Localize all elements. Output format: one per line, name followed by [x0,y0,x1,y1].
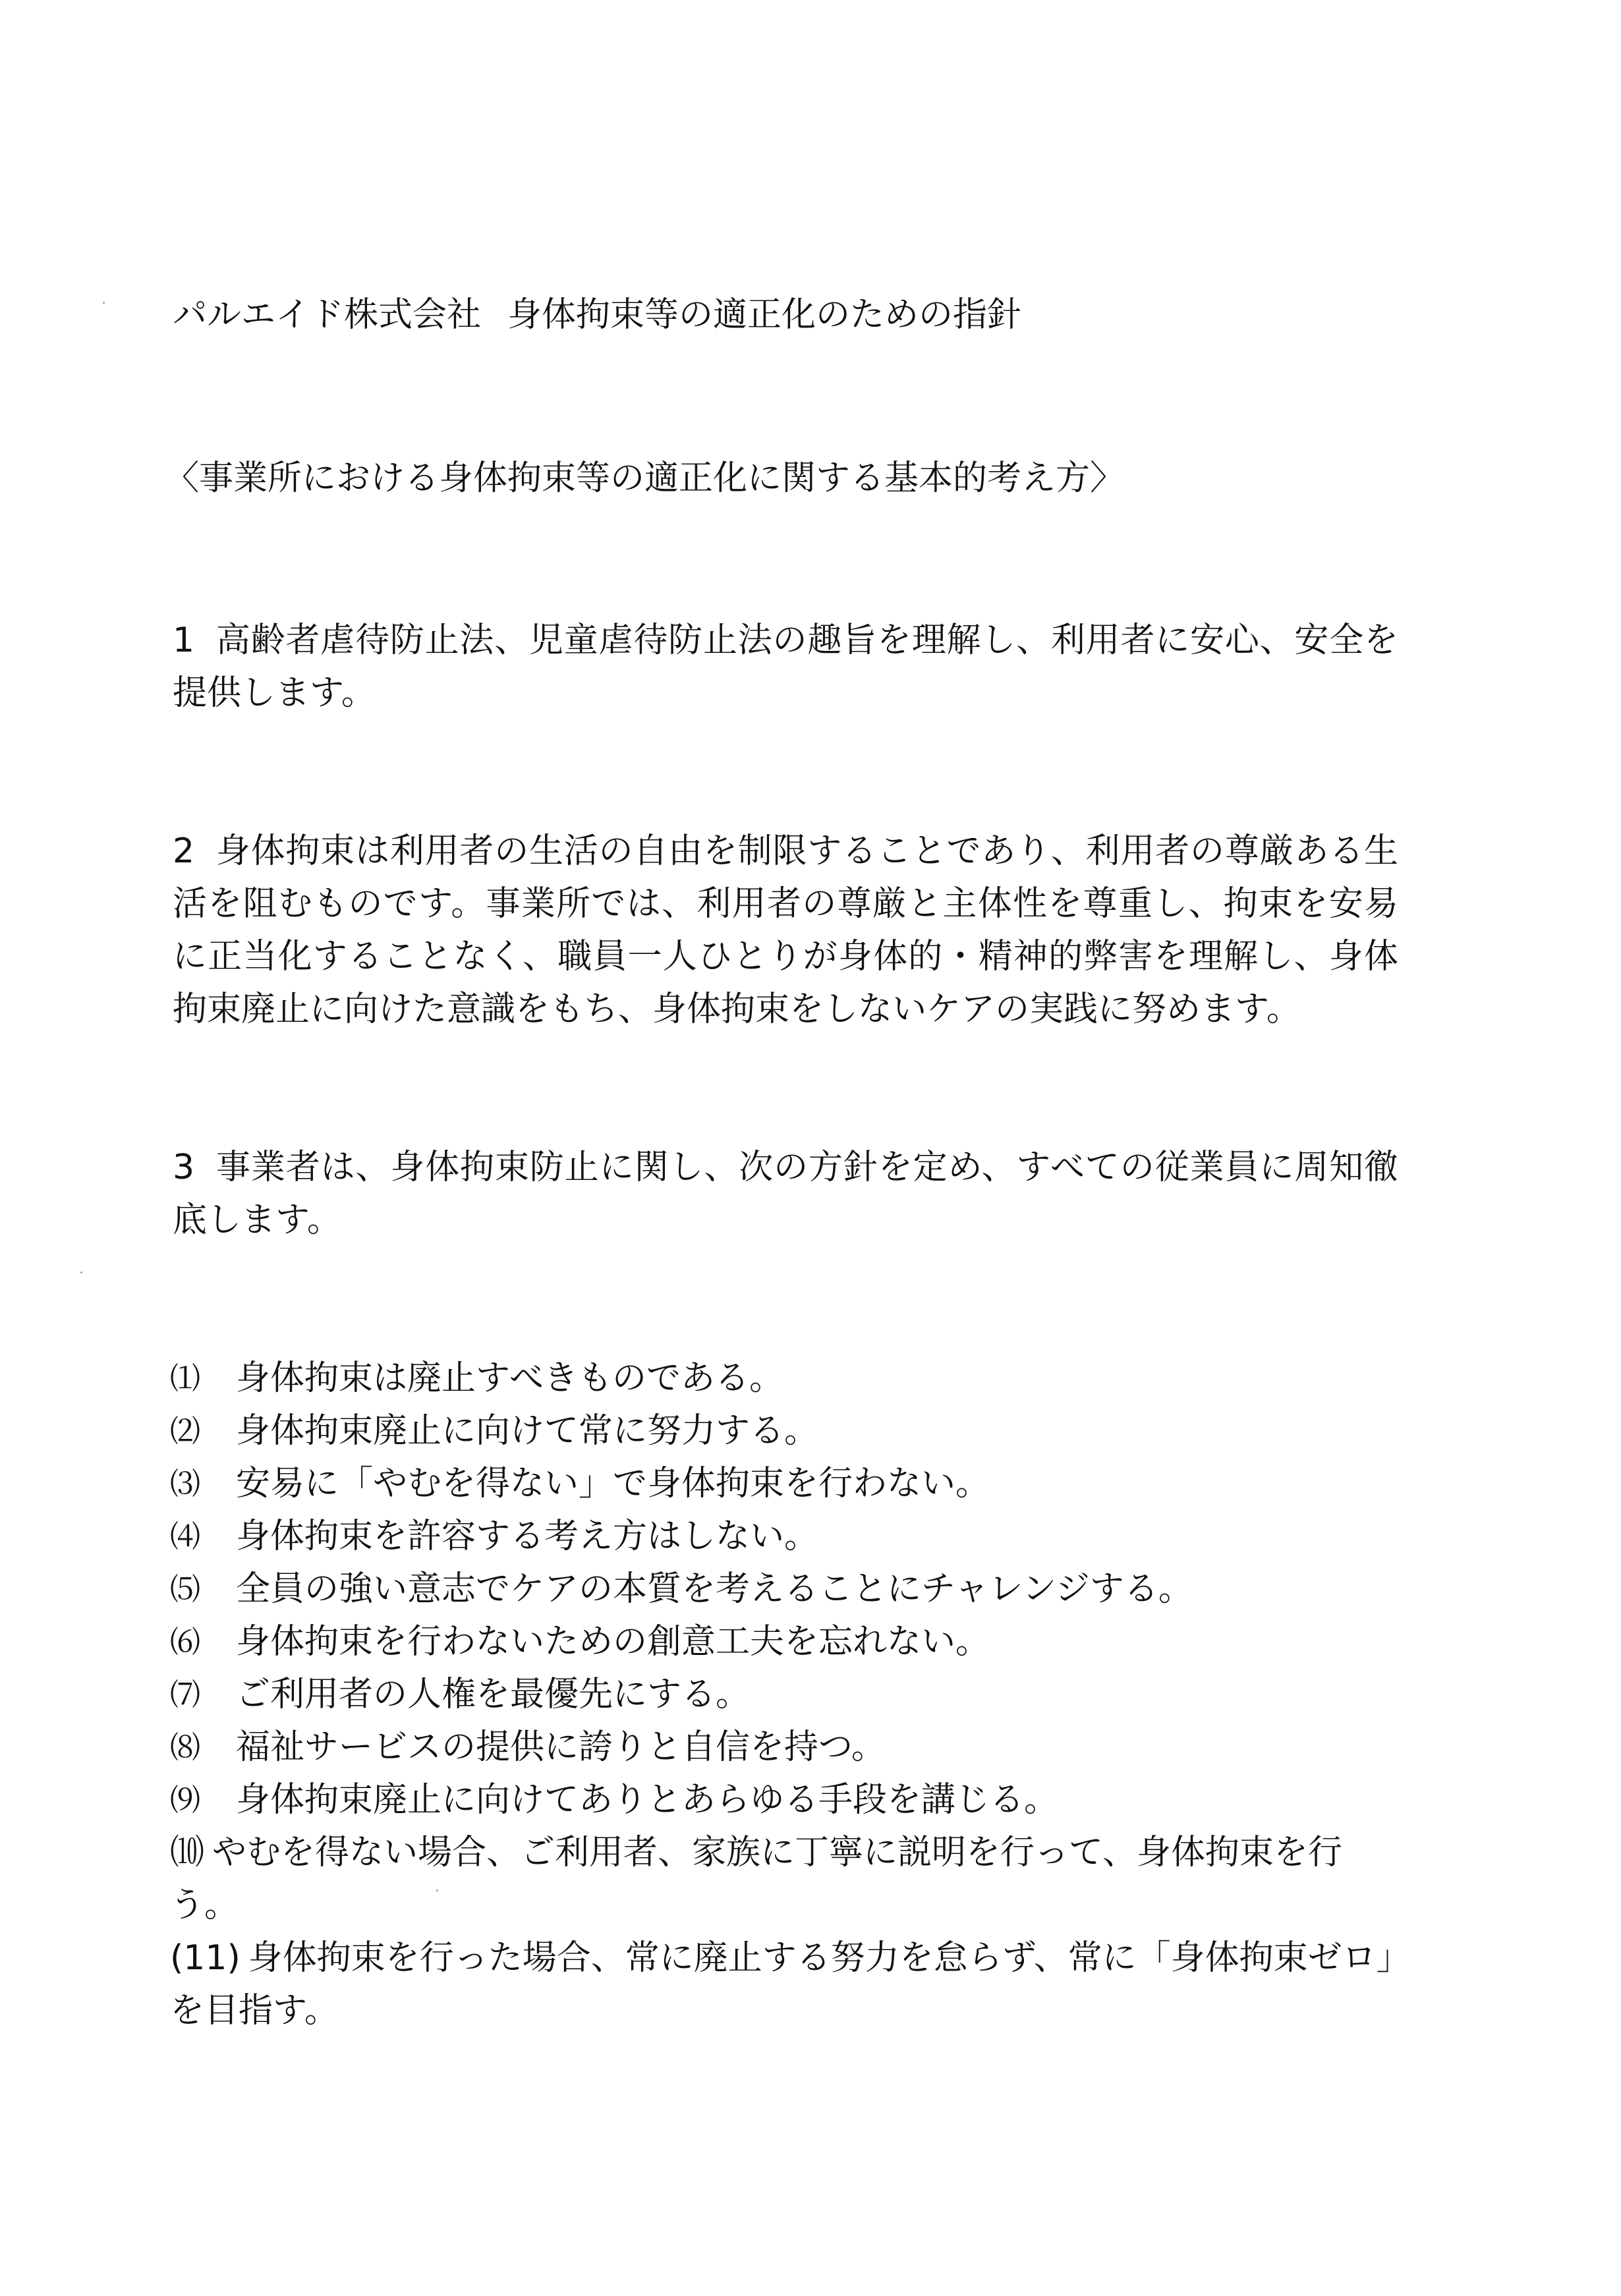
policy-list [170,1352,1398,2037]
policy-number: ⑴ [170,1360,200,1396]
policy-text: 安易に「やむを得ない」で身体拘束を行わない。 [236,1464,990,1503]
guideline-name: 身体拘束等の適正化のための指針 [507,295,1022,335]
policy-item [170,1510,1398,1563]
policy-text: ご利用者の人権を最優先にする。 [236,1675,751,1714]
policy-item [170,1615,1398,1668]
policy-item [170,1352,1398,1405]
paragraph-text: 身体拘束は利用者の生活の自由を制限することであり、利用者の尊厳ある生活を阻むものです。事業所では、利用者の尊厳と主体性を尊重し、拘束を安易に正当化することなく、職員一人ひとりが身体的・精神的弊害を理解し、身体拘束廃止に向けた意識をもち、身体拘束をしないケアの実践に努めます。 [173,831,1398,1029]
policy-number: ⑻ [170,1729,200,1765]
section-heading: 〈事業所における身体拘束等の適正化に関する基本的考え方〉 [165,459,1125,498]
document-body [165,289,1398,2037]
policy-number: ⑵ [170,1413,200,1449]
policy-text: 身体拘束は廃止すべきものである。 [236,1358,783,1398]
scan-speck [103,302,105,304]
policy-number: ⑸ [170,1571,200,1607]
policy-text: 身体拘束廃止に向けてありとあらゆる手段を講じる。 [236,1780,1059,1820]
policy-item [170,1721,1398,1774]
policy-item [170,1932,1398,2037]
paragraph-3 [173,1141,1398,1246]
policy-number: ⑺ [170,1677,200,1712]
paragraph-2 [173,825,1398,1036]
policy-text: 福祉サービスの提供に誇りと自信を持つ。 [236,1727,886,1767]
paragraph-number: 1 [173,621,195,660]
policy-text: 身体拘束廃止に向けて常に努力する。 [236,1411,819,1451]
policy-number: ⑼ [170,1782,200,1818]
policy-item [170,1405,1398,1457]
policy-item [170,1774,1398,1826]
paragraph-text: 事業者は、身体拘束防止に関し、次の方針を定め、すべての従業員に周知徹底します。 [173,1148,1398,1240]
policy-text: 身体拘束を行った場合、常に廃止する努力を怠らず、常に「身体拘束ゼロ」を目指す。 [170,1938,1394,2030]
policy-item [170,1826,1398,1932]
document-title [173,289,1398,341]
policy-text: 全員の強い意志でケアの本質を考えることにチャレンジする。 [236,1569,1193,1609]
policy-item [170,1563,1398,1615]
policy-number: (11) [170,1938,241,1978]
scan-speck [80,1272,82,1274]
company-name: パルエイド株式会社 [173,295,482,335]
policy-item [170,1668,1398,1721]
paragraph-1 [173,614,1398,719]
policy-text: 身体拘束を行わないための創意工夫を忘れない。 [236,1622,990,1662]
scan-speck [436,1890,438,1891]
paragraph-number: 2 [173,831,195,871]
policy-number: ⑽ [170,1833,205,1872]
policy-number: ⑶ [170,1466,200,1501]
policy-number: ⑹ [170,1624,200,1660]
policy-item [170,1457,1398,1510]
paragraph-text: 高齢者虐待防止法、児童虐待防止法の趣旨を理解し、利用者に安心、安全を提供します。 [173,621,1398,713]
policy-text: 身体拘束を許容する考え方はしない。 [236,1517,819,1556]
policy-number: ⑷ [170,1519,200,1554]
policy-text: やむを得ない場合、ご利用者、家族に丁寧に説明を行って、身体拘束を行う。 [170,1833,1342,1925]
paragraph-number: 3 [173,1148,195,1187]
